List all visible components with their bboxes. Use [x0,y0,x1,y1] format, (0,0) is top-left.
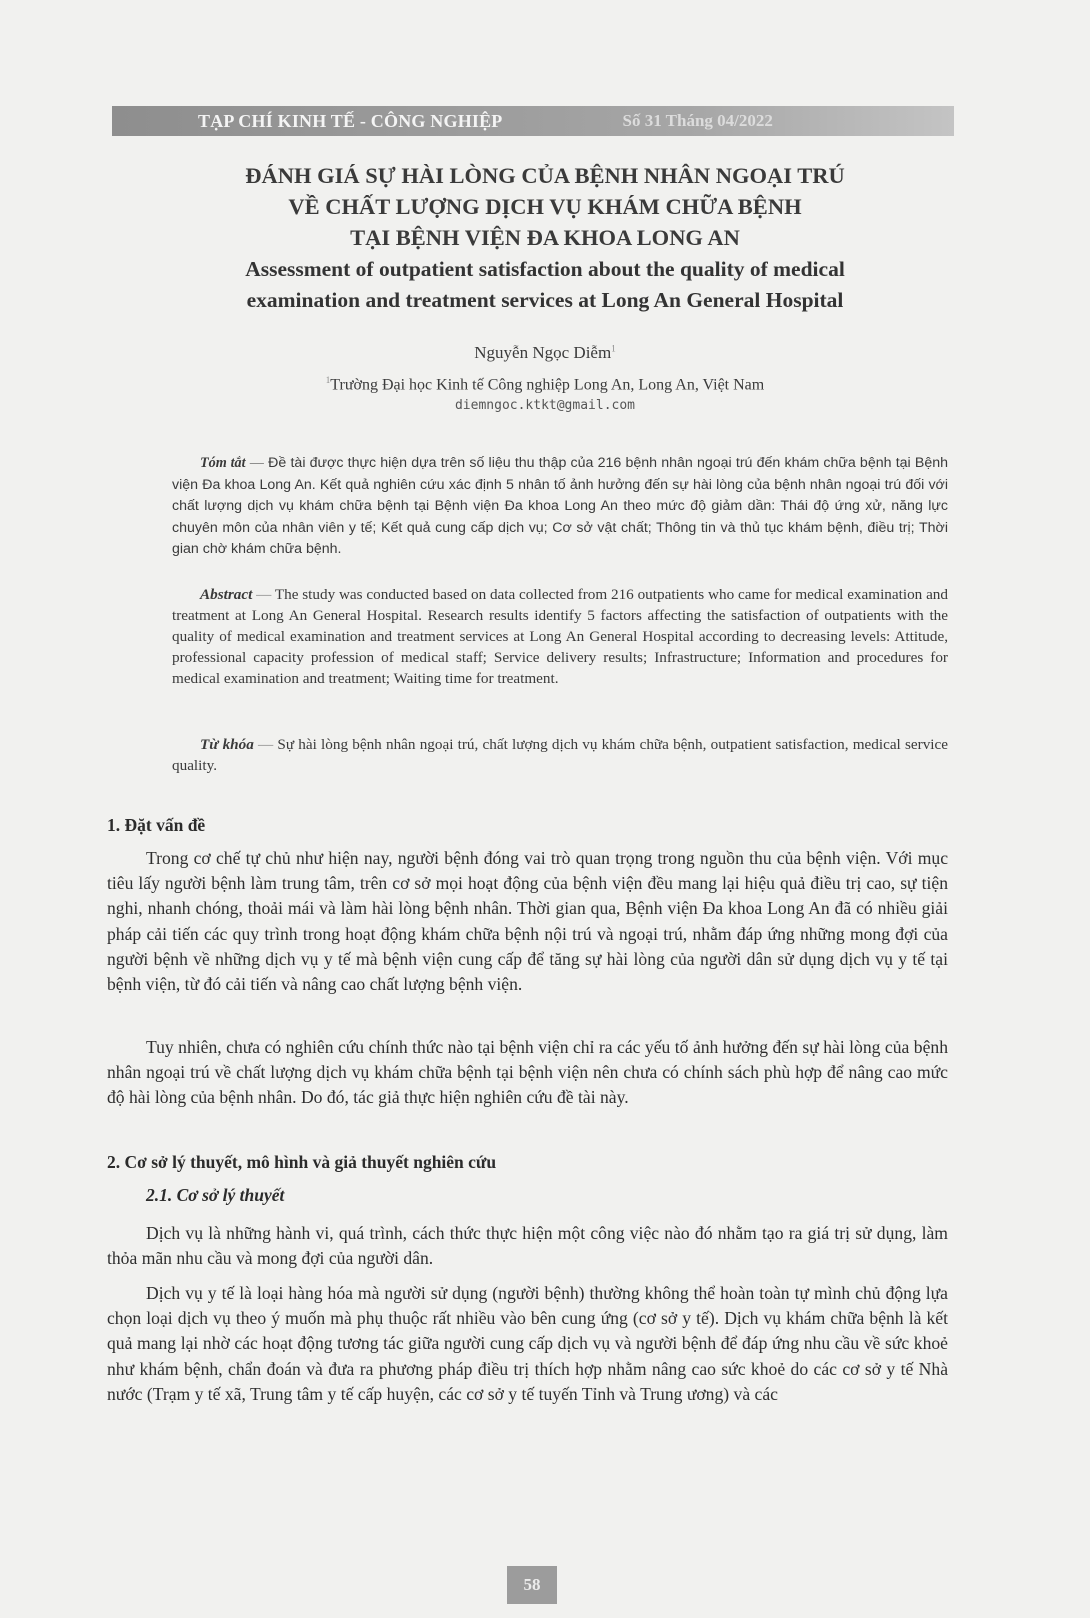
affiliation-text: Trường Đại học Kinh tế Công nghiệp Long An, Long An, Việt Nam [330,376,765,394]
keywords-dash: — [253,736,278,753]
subsection-heading-2-1: 2.1. Cơ sở lý thuyết [146,1185,285,1205]
paragraph-4: Dịch vụ y tế là loại hàng hóa mà người sử dụng (người bệnh) thường không thể hoàn toàn tự mình chủ động lựa chọn loại dịch vụ theo ý muốn mà phụ thuộc rất nhiều vào bên cung ứng (cơ sở y tế). Dịch vụ khám chữa bệnh là kết quả mang lại nhờ các hoạt động tương tác giữa người cung cấp dịch vụ và người bệnh để đáp ứng nhu cầu về sức khoẻ như khám bệnh, chẩn đoán và đưa ra phương pháp điều trị thích hợp nhằm nâng cao sức khoẻ do các cơ sở y tế Nhà nước (Trạm y tế xã, Trung tâm y tế cấp huyện, các cơ sở y tế tuyến Tỉnh và Trung ương) và các [107,1283,948,1404]
abstract-vi-label: Tóm tắt [200,455,246,471]
abstract-vi-dash: — [245,455,269,471]
affiliation [112,375,978,394]
paragraph-3: Dịch vụ là những hành vi, quá trình, cách thức thực hiện một công việc nào đó nhằm tạo ra giá trị sử dụng, làm thỏa mãn nhu cầu và mong đợi của người dân. [107,1223,948,1269]
author-affiliation-mark: 1 [611,343,616,354]
title-english [112,254,978,316]
author-name-text: Nguyễn Ngọc Diễm [474,343,612,362]
title-vi-line-1: ĐÁNH GIÁ SỰ HÀI LÒNG CỦA BỆNH NHÂN NGOẠI TRÚ [245,163,845,188]
section-heading-2: 2. Cơ sở lý thuyết, mô hình và giả thuyết nghiên cứu [107,1152,497,1172]
title-vi-line-3: TẠI BỆNH VIỆN ĐA KHOA LONG AN [350,225,740,250]
abstract-english [172,584,948,689]
journal-header-bar [112,106,954,136]
title-vietnamese [112,160,978,253]
author-email: diemngoc.ktkt@gmail.com [454,398,635,413]
journal-name: TẠP CHÍ KINH TẾ - CÔNG NGHIỆP [198,110,503,131]
abstract-en-dash: — [252,586,275,603]
abstract-vi-text: Đề tài được thực hiện dựa trên số liệu thu thập của 216 bệnh nhân ngoại trú đến khám chữa bệnh tại Bệnh viện Đa khoa Long An. Kết quả nghiên cứu xác định 5 nhân tố ảnh hưởng đến sự hài lòng của bệnh nhân ngoại trú đối với chất lượng dịch vụ khám chữa bệnh tại Bệnh viện Đa khoa Long An theo mức độ giảm dần: Thái độ ứng xử, năng lực chuyên môn của nhân viên y tế; Kết quả cung cấp dịch vụ; Cơ sở vật chất; Thông tin và thủ tục khám bệnh, điều trị; Thời gian chờ khám chữa bệnh. [172,455,948,557]
keywords-label: Từ khóa [200,736,254,753]
abstract-en-text: The study was conducted based on data collected from 216 outpatients who came for medical examination and treatment at Long An General Hospital. Research results identify 5 factors affecting the satisfaction of outpatients with the quality of medical examination and treatment services at Long An General Hospital according to decreasing levels: Attitude, professional capacity profession of medical staff; Service delivery results; Infrastructure; Information and procedures for medical examination and treatment; Waiting time for treatment. [172,586,948,687]
title-en-line-1: Assessment of outpatient satisfaction about the quality of medical [245,257,845,281]
paragraph-2: Tuy nhiên, chưa có nghiên cứu chính thức nào tại bệnh viện chỉ ra các yếu tố ảnh hưởng đến sự hài lòng của bệnh nhân ngoại trú về chất lượng dịch vụ khám chữa bệnh tại bệnh viện nên chưa có chính sách phù hợp để nâng cao mức độ hài lòng của bệnh nhân. Do đó, tác giả thực hiện nghiên cứu đề tài này. [107,1037,948,1108]
paragraph-1: Trong cơ chế tự chủ như hiện nay, người bệnh đóng vai trò quan trọng trong nguồn thu của bệnh viện. Với mục tiêu lấy người bệnh làm trung tâm, trên cơ sở mọi hoạt động của bệnh viện đều mang lại hiệu quả điều trị cao, sự tiện nghi, nhanh chóng, thoải mái và làm hài lòng bệnh nhân. Thời gian qua, Bệnh viện Đa khoa Long An đã có nhiều giải pháp cải tiến các quy trình trong hoạt động khám chữa bệnh nội trú và ngoại trú, nhằm đáp ứng những mong đợi của người bệnh về những dịch vụ y tế mà bệnh viện cung cấp để tăng sự hài lòng của người dân sử dụng dịch vụ y tế tại bệnh viện, từ đó cải tiến và nâng cao chất lượng bệnh viện. [107,848,948,995]
page-number: 58 [507,1566,557,1604]
title-vi-line-2: VỀ CHẤT LƯỢNG DỊCH VỤ KHÁM CHỮA BỆNH [288,194,802,219]
keywords-text: Sự hài lòng bệnh nhân ngoại trú, chất lượng dịch vụ khám chữa bệnh, outpatient satisfaction, medical service quality. [172,736,948,774]
author-name [112,343,978,363]
affiliation-mark: 1 [325,375,331,385]
title-en-line-2: examination and treatment services at Long An General Hospital [246,288,844,312]
section-heading-1: 1. Đặt vấn đề [107,815,206,835]
issue-info: Số 31 Tháng 04/2022 [622,111,773,130]
abstract-en-label: Abstract [200,586,253,603]
abstract-vietnamese [172,453,948,561]
keywords [172,734,948,776]
